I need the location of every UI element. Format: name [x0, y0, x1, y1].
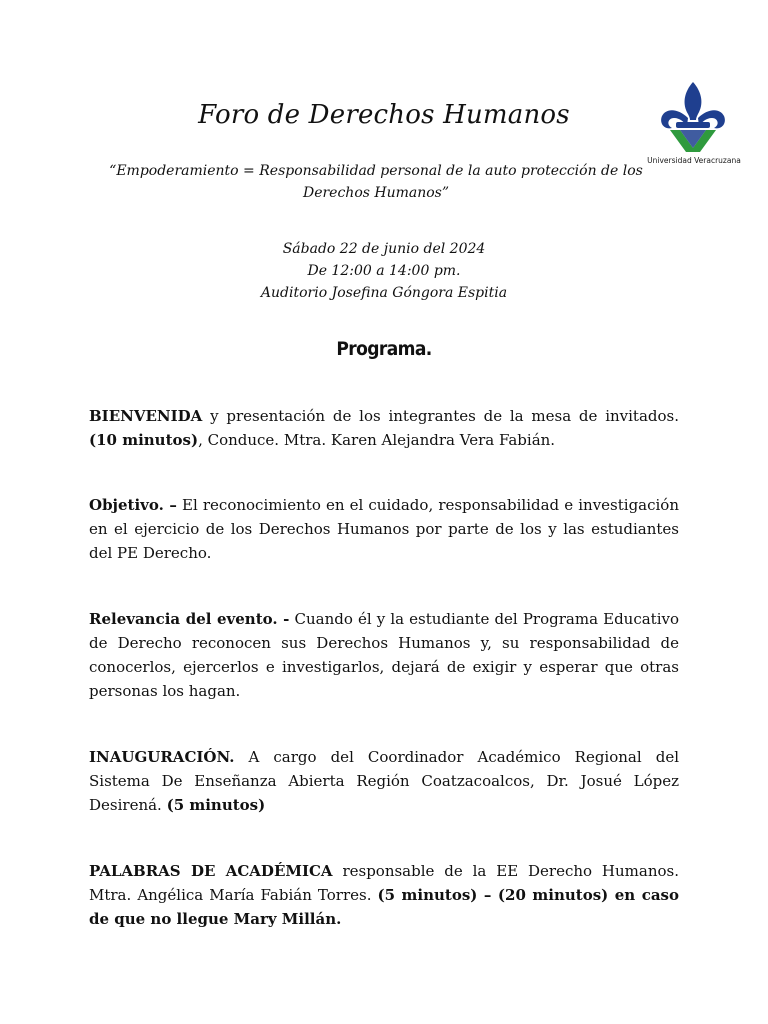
event-details: [0, 238, 768, 304]
event-venue: Auditorio Josefina Góngora Espitia: [260, 285, 508, 301]
section-duration: (10 minutos): [89, 431, 199, 449]
section-text: El reconocimiento en el cuidado, responsabilidad e investigación en el ejercicio de los Derechos Humanos por parte de los y las estudiantes del PE Derecho.: [89, 496, 680, 562]
event-time: De 12:00 a 14:00 pm.: [307, 263, 461, 279]
logo-caption: Universidad Veracruzana: [647, 156, 741, 165]
event-date: Sábado 22 de junio del 2024: [282, 241, 486, 257]
section-label: BIENVENIDA: [89, 407, 203, 425]
section-duration: (5 minutos): [166, 796, 266, 814]
section-label: Objetivo. –: [89, 496, 177, 514]
section-label: Relevancia del evento. -: [89, 610, 290, 628]
section-text: Cuando él y la estudiante del Programa Educativo de Derecho reconocen sus Derechos Humanos y, su responsabilidad de conocerlos, ejercerlos e investigarlos, dejará de exigir y esperar que otras personas los hagan.: [89, 610, 680, 700]
section-duration: (5 minutos) – (20 minutos) en caso de que no llegue Mary Millán.: [89, 886, 679, 928]
section-relevancia: [89, 607, 679, 703]
section-label: INAUGURACIÓN.: [89, 748, 235, 766]
section-objetivo: [89, 493, 679, 565]
section-text: responsable de la EE Derecho Humanos. Mtra. Angélica María Fabián Torres.: [89, 862, 679, 904]
section-inauguracion: [89, 745, 679, 817]
section-palabras: [89, 859, 679, 931]
section-text: , Conduce. Mtra. Karen Alejandra Vera Fabián.: [198, 431, 556, 449]
page-title: Foro de Derechos Humanos: [198, 100, 570, 130]
event-subtitle: “Empoderamiento = Responsabilidad personal de la auto protección de los Derechos Humanos”: [109, 163, 643, 201]
section-bienvenida: [89, 404, 679, 452]
section-label: PALABRAS DE ACADÉMICA: [89, 862, 333, 880]
section-text: y presentación de los integrantes de la mesa de invitados.: [202, 407, 679, 425]
section-text: A cargo del Coordinador Académico Regional del Sistema De Enseñanza Abierta Región Coatzacoalcos, Dr. Josué López Desirená.: [89, 748, 679, 814]
program-heading: Programa.: [336, 338, 432, 360]
